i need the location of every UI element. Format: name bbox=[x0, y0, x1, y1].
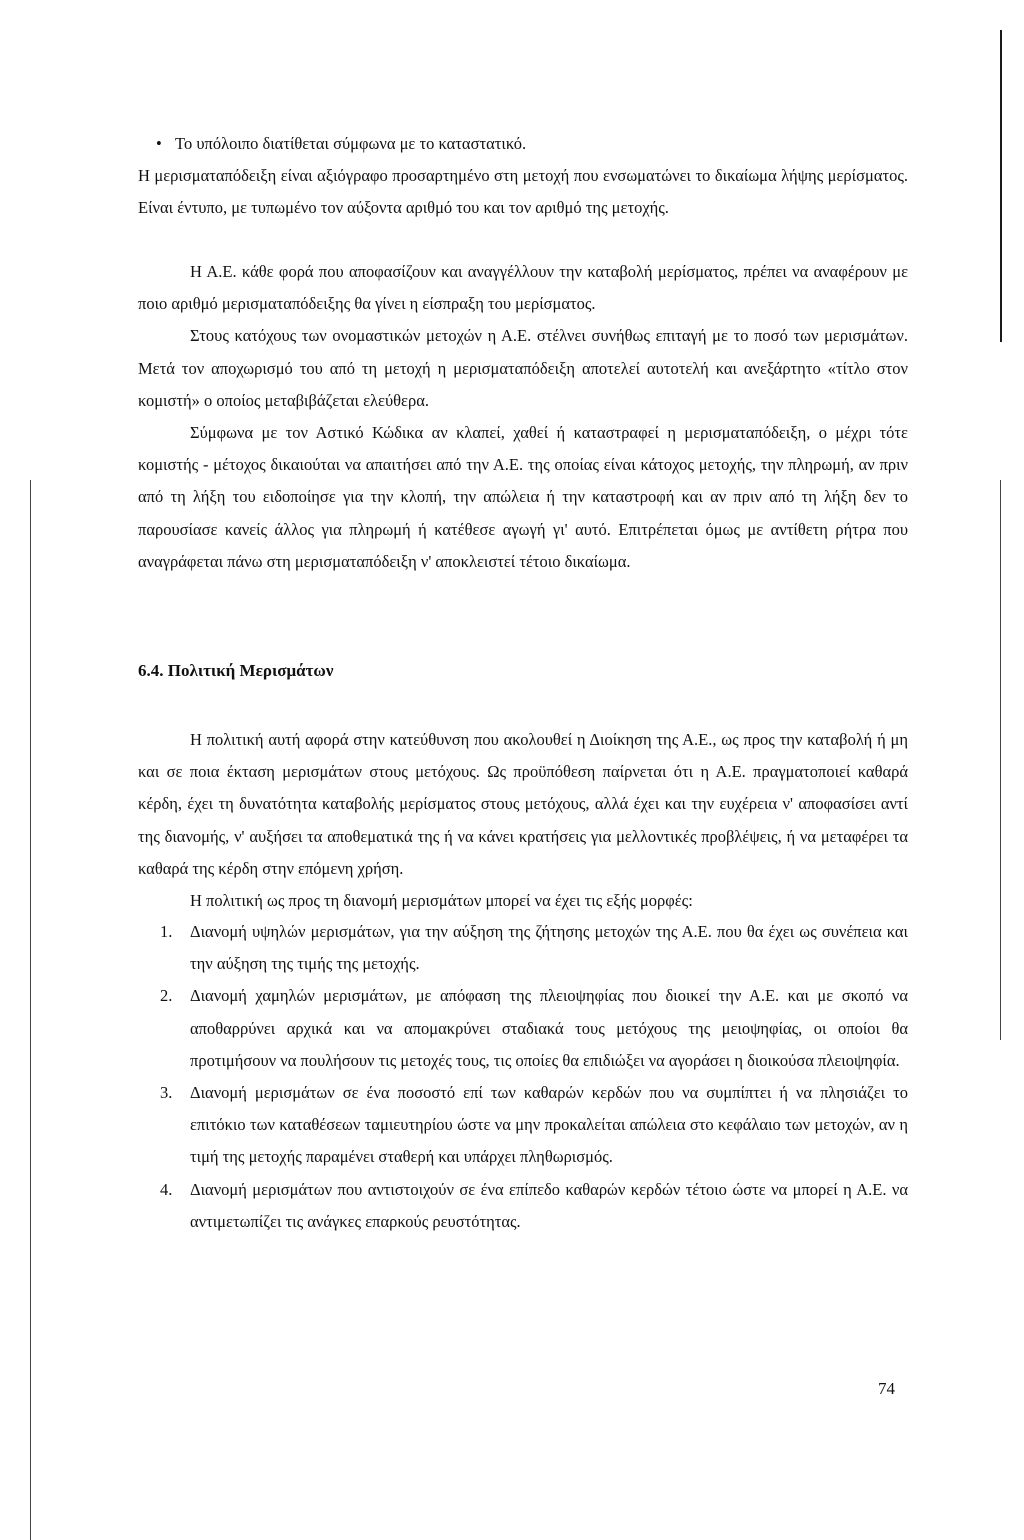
list-item bbox=[138, 916, 908, 980]
numbered-list bbox=[138, 916, 908, 1238]
bullet-icon: • bbox=[156, 134, 162, 153]
scan-edge-line bbox=[1000, 480, 1001, 1040]
list-number: 4. bbox=[160, 1179, 173, 1199]
scan-edge-line bbox=[30, 480, 31, 1540]
section-heading: 6.4. Πολιτική Μερισμάτων bbox=[138, 661, 334, 680]
paragraph: Η μερισματαπόδειξη είναι αξιόγραφο προσαρτημένο στη μετοχή που ενσωματώνει το δικαίωμα λήψης μερίσματος. Είναι έντυπο, με τυπωμένο τον αύξοντα αριθμό του και τον αριθμό της μετοχής. bbox=[138, 166, 908, 218]
scan-edge-line bbox=[1000, 30, 1002, 342]
list-item bbox=[138, 1174, 908, 1238]
list-item bbox=[138, 980, 908, 1077]
list-text: Διανομή μερισμάτων που αντιστοιχούν σε ένα επίπεδο καθαρών κερδών τέτοιο ώστε να μπορεί η Α.Ε. να αντιμετωπίζει τις ανάγκες επαρκούς ρευστότητας. bbox=[190, 1179, 908, 1231]
bullet-text: Το υπόλοιπο διατίθεται σύμφωνα με το καταστατικό. bbox=[175, 134, 527, 153]
list-item bbox=[138, 1077, 908, 1174]
paragraph: Σύμφωνα με τον Αστικό Κώδικα αν κλαπεί, χαθεί ή καταστραφεί η μερισματαπόδειξη, ο μέχρι τότε κομιστής - μέτοχος δικαιούται να απαιτήσει από την Α.Ε. της οποίας είναι κάτοχος μετοχής, την πληρωμή, αν πριν από τη λήξη του ειδοποίησε για την κλοπή, την απώλεια ή την καταστροφή και αν πριν από τη λήξη δεν το παρουσίασε κανείς άλλος για πληρωμή ή κατέθεσε αγωγή γι' αυτό. Επιτρέπεται όμως με αντίθετη ρήτρα που αναγράφεται πάνω στη μερισματαπόδειξη ν' αποκλειστεί τέτοιο δικαίωμα. bbox=[138, 423, 908, 571]
bullet-item bbox=[156, 128, 527, 160]
paragraph: Η πολιτική ως προς τη διανομή μερισμάτων μπορεί να έχει τις εξής μορφές: bbox=[190, 891, 693, 911]
intro-block bbox=[138, 160, 908, 224]
list-text: Διανομή μερισμάτων σε ένα ποσοστό επί των καθαρών κερδών που να συμπίπτει ή να πλησιάζει το επιτόκιο των καταθέσεων ταμιευτηρίου ώστε να μην προκαλείται απώλεια στο κεφάλαιο των μετοχών, αν η τιμή της μετοχής παραμένει σταθερή και υπάρχει πληθωρισμός. bbox=[190, 1083, 908, 1167]
section-body bbox=[138, 724, 908, 917]
paragraph: Στους κατόχους των ονομαστικών μετοχών η Α.Ε. στέλνει συνήθως επιταγή με το ποσό των μερισμάτων. Μετά τον αποχωρισμό του από τη μετοχή η μερισματαπόδειξη αποτελεί αυτοτελή και ανεξάρτητο «τίτλο στον κομιστή» ο οποίος μεταβιβάζεται ελεύθερα. bbox=[138, 326, 908, 410]
list-number: 3. bbox=[160, 1083, 173, 1103]
list-text: Διανομή υψηλών μερισμάτων, για την αύξηση της ζήτησης μετοχών της Α.Ε. που θα έχει ως συνέπεια και την αύξηση της τιμής της μετοχής. bbox=[190, 922, 908, 974]
list-number: 1. bbox=[160, 922, 173, 941]
body-block bbox=[138, 256, 908, 578]
paragraph: Η Α.Ε. κάθε φορά που αποφασίζουν και αναγγέλλουν την καταβολή μερίσματος, πρέπει να αναφέρουν με ποιο αριθμό μερισματαπόδειξης θα γίνει η είσπραξη του μερίσματος. bbox=[138, 262, 908, 314]
list-text: Διανομή χαμηλών μερισμάτων, με απόφαση της πλειοψηφίας που διοικεί την Α.Ε. και με σκοπό να αποθαρρύνει αρχικά και να απομακρύνει σταδιακά τους μετόχους της μειοψηφίας, οι οποίοι θα προτιμήσουν να πουλήσουν τις μετοχές τους, τις οποίες θα επιδιώξει να αγοράσει η διοικούσα πλειοψηφία. bbox=[190, 986, 908, 1070]
paragraph: Η πολιτική αυτή αφορά στην κατεύθυνση που ακολουθεί η Διοίκηση της Α.Ε., ως προς την καταβολή ή μη και σε ποια έκταση μερισμάτων στους μετόχους. Ως προϋπόθεση παίρνεται ότι η Α.Ε. πραγματοποιεί καθαρά κέρδη, έχει τη δυνατότητα καταβολής μερίσματος στους μετόχους, αλλά έχει και την ευχέρεια ν' αποφασίσει αντί της διανομής, ν' αυξήσει τα αποθεματικά της ή να κάνει κρατήσεις για μελλοντικές προβλέψεις, ή να μεταφέρει τα καθαρά της κέρδη στην επόμενη χρήση. bbox=[138, 730, 908, 878]
page-number: 74 bbox=[878, 1379, 895, 1398]
list-number: 2. bbox=[160, 986, 173, 1006]
